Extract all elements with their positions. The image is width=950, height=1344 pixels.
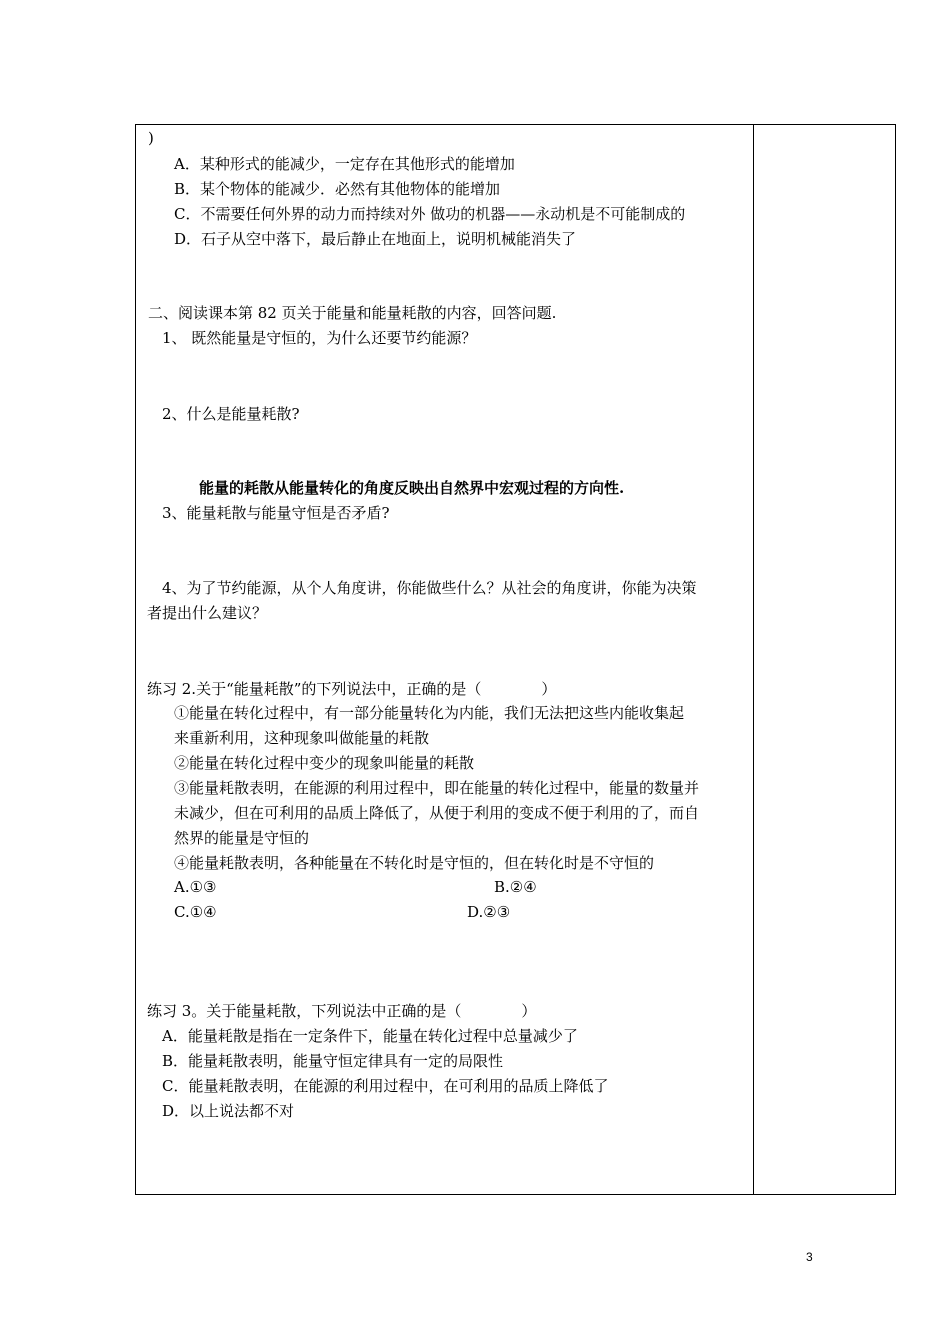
exercise-3-option-b: B．能量耗散表明，能量守恒定律具有一定的局限性 (162, 1052, 504, 1070)
exercise-3-option-a: A．能量耗散是指在一定条件下，能量在转化过程中总量减少了 (162, 1027, 578, 1045)
question-1: 1、 既然能量是守恒的，为什么还要节约能源？ (162, 329, 477, 347)
statement-3-line-3: 然界的能量是守恒的 (174, 829, 310, 847)
option-a: A．某种形式的能减少，一定存在其他形式的能增加 (174, 155, 515, 173)
statement-3-line-2: 未减少，但在可利用的品质上降低了，从便于利用的变成不便于利用的了，而自 (174, 804, 700, 822)
option-b: B．某个物体的能减少．必然有其他物体的能增加 (174, 180, 501, 198)
statement-3-line-1: ③能量耗散表明，在能源的利用过程中，即在能量的转化过程中，能量的数量并 (174, 779, 700, 797)
option-d: D．石子从空中落下，最后静止在地面上，说明机械能消失了 (174, 230, 577, 248)
choice-c: C.①④ (174, 903, 217, 921)
question-4-line-1: 4、为了节约能源，从个人角度讲，你能做些什么？从社会的角度讲，你能为决策 (162, 579, 697, 597)
column-divider (753, 125, 754, 1194)
exercise-3-option-d: D．以上说法都不对 (162, 1102, 295, 1120)
worksheet-table (135, 124, 896, 1195)
statement-4: ④能量耗散表明，各种能量在不转化时是守恒的，但在转化时是不守恒的 (174, 854, 655, 872)
option-c: C．不需要任何外界的动力而持续对外 做功的机器——永动机是不可能制成的 (174, 205, 686, 223)
question-3: 3、能量耗散与能量守恒是否矛盾? (162, 504, 390, 522)
choice-b: B.②④ (494, 878, 537, 896)
section-heading: 二、阅读课本第 82 页关于能量和能量耗散的内容，回答问题. (148, 304, 557, 322)
statement-1-line-1: ①能量在转化过程中，有一部分能量转化为内能，我们无法把这些内能收集起 (174, 704, 685, 722)
answer-energy-dissipation: 能量的耗散从能量转化的角度反映出自然界中宏观过程的方向性. (199, 479, 625, 497)
exercise-3-option-c: C．能量耗散表明，在能源的利用过程中，在可利用的品质上降低了 (162, 1077, 609, 1095)
question-closing-paren: ) (148, 129, 154, 147)
statement-2: ②能量在转化过程中变少的现象叫能量的耗散 (174, 754, 475, 772)
statement-1-line-2: 来重新利用，这种现象叫做能量的耗散 (174, 729, 430, 747)
choice-a: A.①③ (174, 878, 217, 896)
exercise-2-stem: 练习 2.关于“能量耗散”的下列说法中，正确的是（ ） (147, 680, 557, 698)
exercise-3-stem: 练习 3。关于能量耗散，下列说法中正确的是（ ） (147, 1002, 537, 1020)
page-number: 3 (806, 1250, 813, 1264)
choice-d: D.②③ (467, 903, 511, 921)
question-2: 2、什么是能量耗散? (162, 405, 300, 423)
question-4-line-2: 者提出什么建议？ (147, 604, 268, 622)
